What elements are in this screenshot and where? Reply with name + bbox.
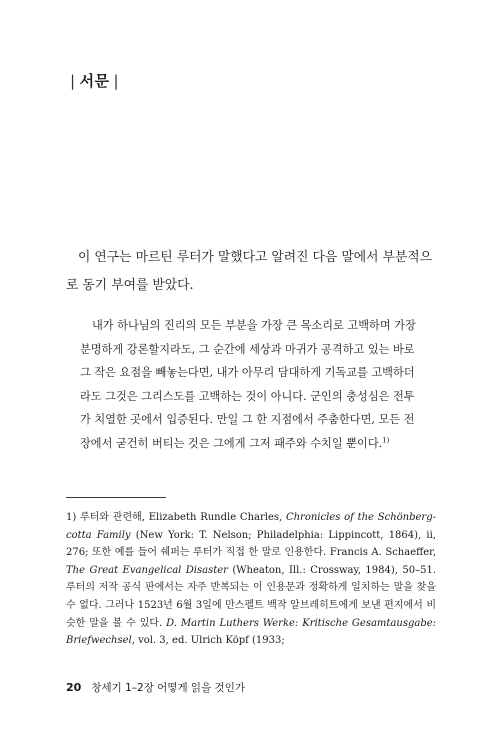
running-title: 창세기 1–2장 어떻게 읽을 것인가 [91,682,245,694]
footnote-title-3: D. Martin Luthers Werke: Kritische Gesamtausgabe: Briefwechsel [66,617,437,647]
footnote-title-2: The Great Evangelical Disaster [66,564,228,576]
heading-bar-right: | [113,72,120,90]
page-number: 20 [66,681,82,694]
intro-paragraph: 이 연구는 마르틴 루터가 말했다고 알려진 다음 말에서 부분적으로 동기 부여를 받았다. [66,250,432,293]
footnote [66,509,436,650]
footnote-text-2: (New York: T. Nelson; Philadelphia: Lippincott, 1864), ii, 276; 또한 예를 들어 쉐퍼는 루터가 직접 한 말로 인용한다. Francis A. Schaeffer, [66,529,436,559]
footnote-reference: 1) [382,436,390,445]
section-heading [66,70,123,91]
page-footer [66,680,245,695]
heading-title: 서문 [79,72,110,90]
heading-bar-left: | [70,72,76,90]
block-quote [80,314,422,456]
quote-text: 내가 하나님의 진리의 모든 부분을 가장 큰 목소리로 고백하며 가장 분명하게 강론할지라도, 그 순간에 세상과 마귀가 공격하고 있는 바로 그 작은 요점을 빼놓는다면, 내가 아무리 담대하게 기독교를 고백하더라도 그것은 그리스도를 고백하는 것이 아니다. 군인의 충성심은 전투가 치열한 곳에서 입증된다. 만일 그 한 지점에서 주춤한다면, 모든 전장에서 굳건히 버티는 것은 그에게 그저 패주와 수치일 뿐이다. [80,319,416,450]
footnote-text-4: , vol. 3, ed. Ulrich Köpf (1933; [131,635,285,647]
footnote-marker: 1) [66,512,77,523]
footnote-text-3: (Wheaton, Ill.: Crossway, 1984), 50–51. 루터의 저작 공식 판에서는 자주 반복되는 이 인용문과 정확하게 일치하는 말을 찾을 수 없다. 그러나 1523년 6월 3일에 만스펠트 백작 알브레히트에게 보낸 편지에서 비슷한 말을 볼 수 있다. [66,564,437,629]
footnote-title-1: Chronicles of the Schönberg-cotta Family [66,512,436,541]
footnote-divider [66,497,166,498]
footnote-text-1: 루터와 관련해, Elizabeth Rundle Charles, [80,512,286,523]
